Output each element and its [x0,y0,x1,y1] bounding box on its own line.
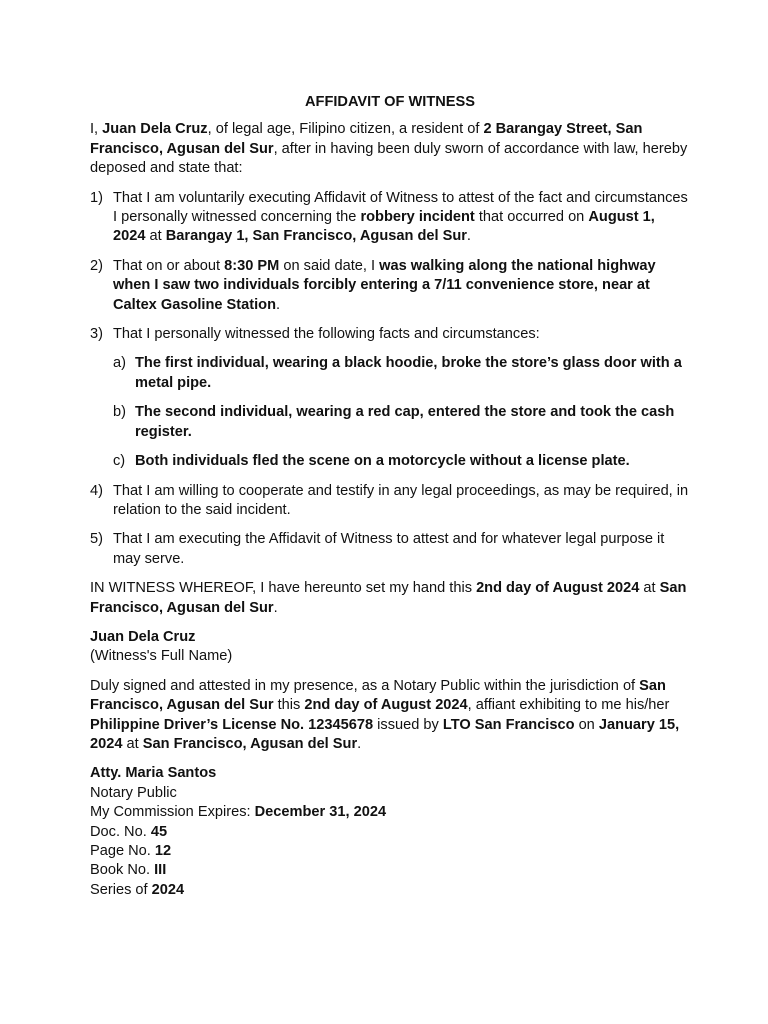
page-label: Page No. [90,843,155,859]
statement-text: That I am executing the Affidavit of Witness to attest and for whatever legal purpose it may serve. [113,531,665,567]
clause-text: . [273,599,278,616]
statement-item-1 [90,189,690,247]
statement-text: on said date, I [279,257,380,274]
statement-text: That I am willing to cooperate and testify in any legal proceedings, as may be required, in relation to the said incident. [113,482,689,518]
intro-text-2: , of legal age, Filipino citizen, a resident of [207,121,484,138]
statement-number: 1) [90,189,103,206]
statement-item-3 [90,325,690,471]
intro-text-1: I, [90,121,103,138]
statement-text: That I personally witnessed the following facts and circumstances: [113,326,540,343]
statement-text: . [276,296,281,313]
commission-date: December 31, 2024 [254,804,387,821]
id-document: Philippine Driver’s License No. 12345678 [90,716,374,733]
statement-text: That on or about [113,257,225,274]
id-issue-place: San Francisco, Agusan del Sur [142,735,358,752]
fact-item-c [113,452,690,471]
series-value: 2024 [151,881,185,898]
notary-signature-block [90,764,690,900]
clause-text: at [639,580,660,597]
statement-text: . [466,228,471,245]
execution-date: 2nd day of August 2024 [476,580,640,597]
statement-number: 5) [90,531,103,548]
affiant-address: 2 Barangay Street, San Francisco, Agusan del Sur [90,121,643,157]
statement-number: 2) [90,257,103,274]
witness-clause [90,579,690,618]
clause-text: , affiant exhibiting to me his/her [467,697,670,714]
book-label: Book No. [90,862,155,879]
witness-name-caption: (Witness's Full Name) [90,648,233,665]
notary-jurisdiction: San Francisco, Agusan del Sur [90,677,666,714]
clause-text: on [574,716,599,733]
affiant-name: Juan Dela Cruz [102,121,208,138]
clause-text: . [357,735,362,752]
commission-expiry [90,803,690,822]
incident-date: August 1, 2024 [113,209,655,245]
incident-time: 8:30 PM [224,257,280,274]
doc-value: 45 [150,823,168,840]
series-label: Series of [90,881,152,898]
clause-text: issued by [373,716,443,733]
series-number [90,881,690,900]
incident-location: Barangay 1, San Francisco, Agusan del Sur [165,228,467,245]
fact-sublist [113,354,690,471]
clause-text: at [122,735,143,752]
id-issuer: LTO San Francisco [442,716,575,733]
statement-text: That I am voluntarily executing Affidavit of Witness to attest of the fact and circumstances I personally witnessed concerning the [113,189,688,226]
witness-name: Juan Dela Cruz [90,628,196,645]
statement-number: 4) [90,482,103,499]
id-issue-date: January 15, 2024 [90,716,680,752]
statement-item-2 [90,257,690,315]
fact-letter: a) [113,355,126,372]
notary-clause [90,677,690,755]
document-title: AFFIDAVIT OF WITNESS [305,94,475,110]
statement-number: 3) [90,326,103,343]
fact-item-b [113,403,690,442]
page-number [90,842,690,861]
document-page [90,93,690,910]
intro-text-3: , after in having been duly sworn of accordance with law, hereby deposed and state that: [90,140,688,177]
notarization-date: 2nd day of August 2024 [304,697,468,714]
clause-text: IN WITNESS WHEREOF, I have hereunto set my hand this [90,580,477,597]
clause-text: Duly signed and attested in my presence, as a Notary Public within the jurisdiction of [90,677,640,694]
clause-text: this [273,697,305,714]
execution-place: San Francisco, Agusan del Sur [90,580,687,616]
fact-letter: c) [113,453,126,470]
fact-text: Both individuals fled the scene on a motorcycle without a license plate. [135,453,630,470]
doc-label: Doc. No. [90,823,151,840]
book-value: III [154,862,167,879]
statement-emphasis: was walking along the national highway when I saw two individuals forcibly entering a 7/11 convenience store, near at Caltex Gasoline Station [113,257,656,313]
statement-text: at [145,228,166,245]
statement-emphasis: robbery incident [360,209,475,226]
notary-name: Atty. Maria Santos [90,765,217,782]
fact-text: The second individual, wearing a red cap, entered the store and took the cash register. [135,404,675,440]
statement-item-5 [90,530,690,569]
book-number [90,861,690,880]
doc-number [90,823,690,842]
fact-letter: b) [113,404,126,421]
fact-text: The first individual, wearing a black hoodie, broke the store’s glass door with a metal pipe. [135,355,682,391]
statement-list [90,189,690,570]
witness-signature-block [90,628,690,667]
notary-role: Notary Public [90,784,177,801]
page-value: 12 [154,843,172,859]
fact-item-a [113,354,690,393]
statement-text: that occurred on [474,209,589,226]
statement-item-4 [90,482,690,521]
intro-paragraph [90,120,690,178]
commission-label: My Commission Expires: [90,804,255,821]
